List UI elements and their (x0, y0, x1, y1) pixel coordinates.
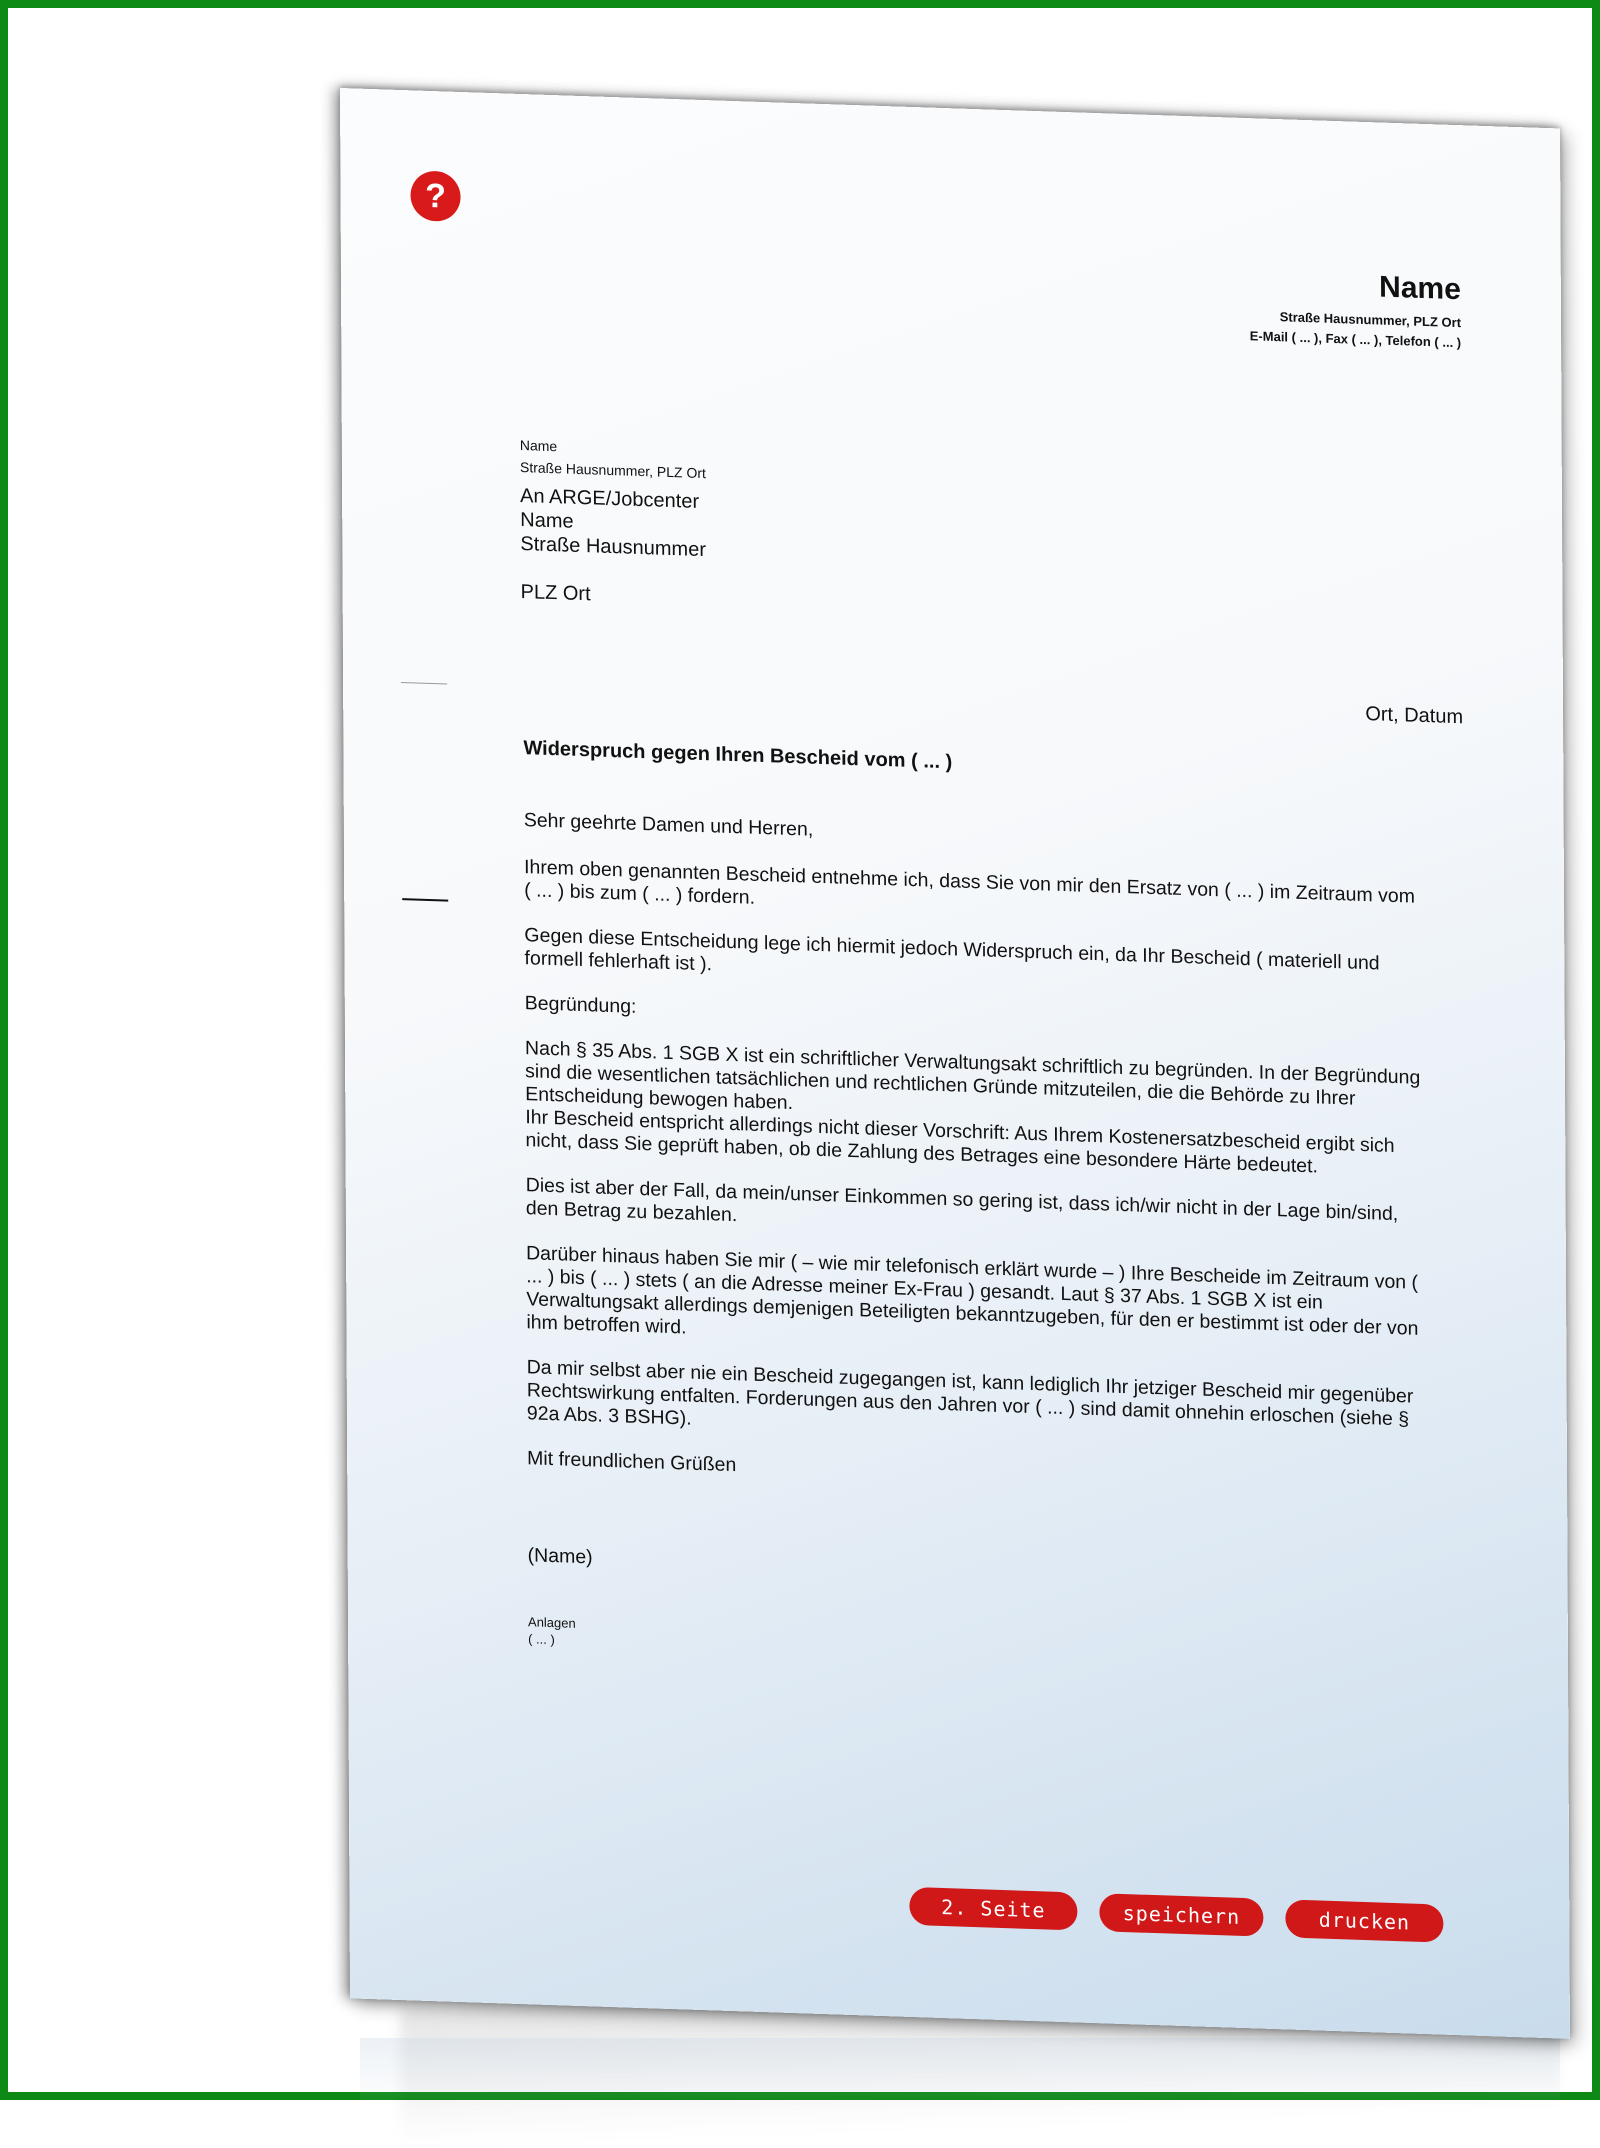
closing: Mit freundlichen Grüßen (527, 1447, 737, 1477)
paragraph-5: Ihr Bescheid entspricht allerdings nicht dieser Vorschrift: Aus Ihrem Kostenersatzbescheid ergibt sich nicht, dass Sie geprüft haben, ob die Zahlung des Betrages eine besondere Härte bedeutet. (525, 1106, 1395, 1178)
place-date: Ort, Datum (1365, 703, 1464, 729)
print-button[interactable]: drucken (1285, 1899, 1443, 1942)
paragraph-1: Ihrem oben genannten Bescheid entnehme ich, dass Sie von mir den Ersatz von ( ... ) im Zeitraum vom ( ... ) bis zum ( ... ) fordern. (523, 856, 1416, 909)
sender-address: Straße Hausnummer, PLZ Ort (1279, 309, 1462, 331)
return-address (520, 434, 706, 484)
page-reflection (360, 2038, 1560, 2108)
return-street: Straße Hausnummer, PLZ Ort (519, 458, 706, 482)
signature: (Name) (527, 1544, 593, 1569)
sender-name: Name (1379, 270, 1461, 307)
paragraph-7: Darüber hinaus haben Sie mir ( – wie mir telefonisch erklärt wurde – ) Ihre Bescheide im Zeitraum von ( ... ) bis ( ... ) stets ( an die Adresse meiner Ex-Frau ) gesandt. Laut § 37 Abs. 1 SGB X ist ein Verwaltungsakt allerdings demjenigen Beteiligten bekanntzugeben, für den er bestimmt ist oder der von ihm betroffen wird. (526, 1242, 1419, 1340)
help-icon[interactable]: ? (410, 170, 460, 222)
document-preview (340, 88, 1560, 2008)
paragraph-3: Begründung: (524, 992, 637, 1018)
salutation: Sehr geehrte Damen und Herren, (523, 809, 814, 841)
recipient-line-2: Name (520, 508, 574, 533)
attachments-label: Anlagen (527, 1614, 576, 1631)
paragraph-8: Da mir selbst aber nie ein Bescheid zugegangen ist, kann lediglich Ihr jetziger Bescheid mir gegenüber Rechtswirkung entfalten. Forderungen aus den Jahren vor ( ... ) sind damit ohnehin erloschen (siehe § 92a Abs. 3 BSHG). (526, 1356, 1414, 1431)
subject-line: Widerspruch gegen Ihren Bescheid vom ( ... ) (523, 737, 953, 774)
letter-body (524, 809, 1428, 1677)
return-name: Name (519, 436, 558, 455)
recipient-line-1: An ARGE/Jobcenter (520, 484, 700, 513)
paragraph-4: Nach § 35 Abs. 1 SGB X ist ein schriftlicher Verwaltungsakt schriftlich zu begründen. In der Begründung sind die wesentlichen tatsächlichen und rechtlichen Gründe mitzuteilen, die die Behörde zu Ihrer Entscheidung bewogen haben. (524, 1037, 1421, 1115)
paragraph-2: Gegen diese Entscheidung lege ich hiermit jedoch Widerspruch ein, da Ihr Bescheid ( materiell und formell fehlerhaft ist ). (524, 924, 1380, 976)
fold-mark-top (401, 682, 447, 685)
recipient-line-3: Straße Hausnummer (520, 532, 707, 562)
letter-page (340, 88, 1570, 2039)
attachments-value: ( ... ) (528, 1631, 555, 1648)
page2-button[interactable]: 2. Seite (909, 1887, 1077, 1931)
paragraph-6: Dies ist aber der Fall, da mein/unser Einkommen so gering ist, dass ich/wir nicht in der Lage bin/sind, den Betrag zu bezahlen. (525, 1174, 1399, 1227)
recipient-line-4: PLZ Ort (520, 580, 591, 606)
sender-contact: E-Mail ( ... ), Fax ( ... ), Telefon ( ... ) (1249, 328, 1462, 351)
save-button[interactable]: speichern (1099, 1893, 1263, 1936)
recipient-block (520, 484, 706, 610)
fold-mark-middle (402, 898, 448, 902)
sender-block (1249, 266, 1461, 353)
